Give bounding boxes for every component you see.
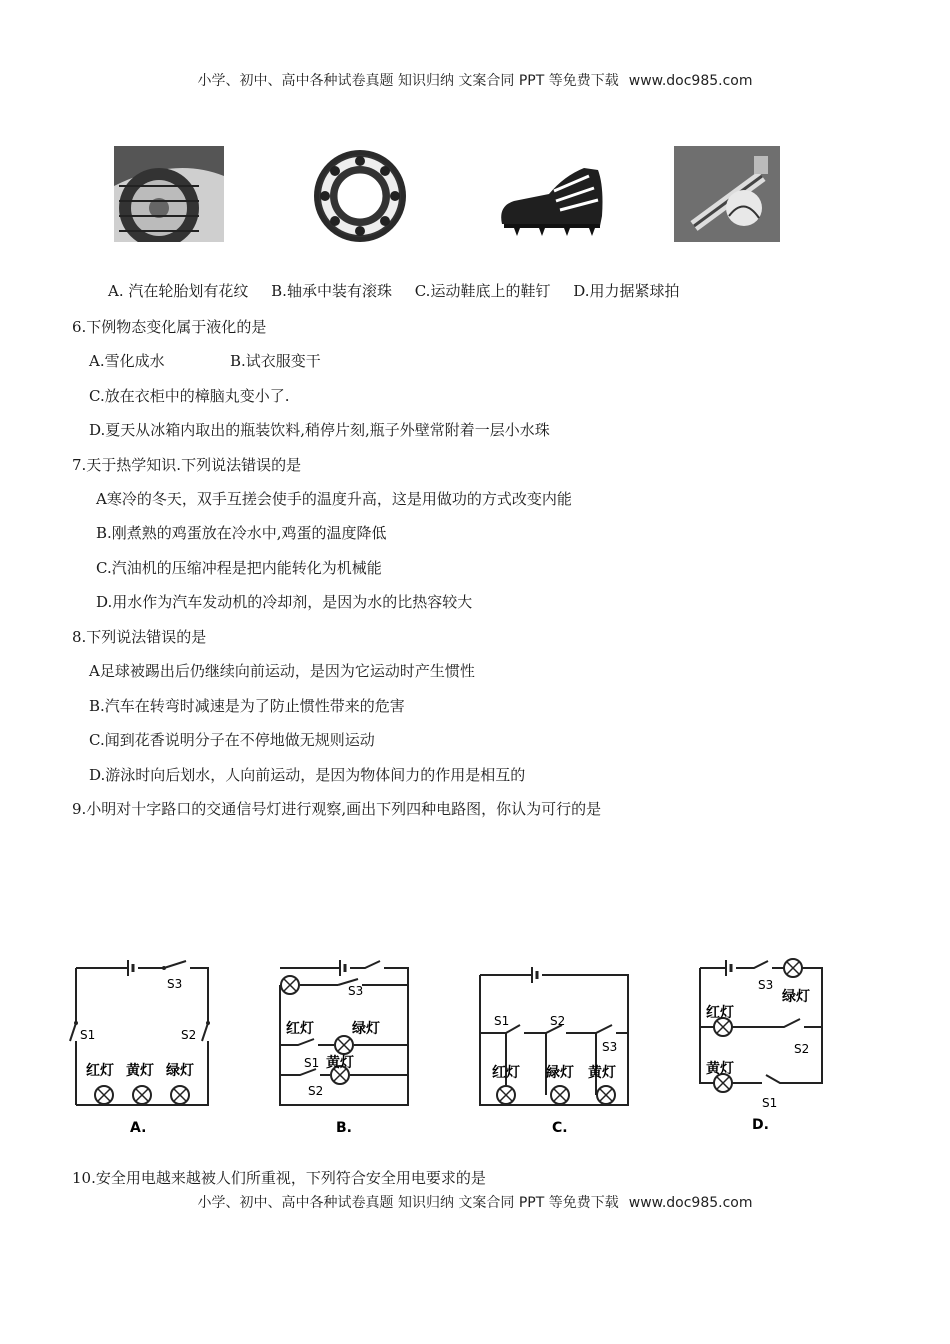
circuit-c-green: 緑灯 bbox=[546, 1065, 574, 1081]
q10-stem: 10.安全用电越来越被人们所重视，下列符合安全用电要求的是 bbox=[72, 1169, 486, 1187]
circuit-c-s3: S3 bbox=[602, 1040, 618, 1054]
q6-option-c: C.放在衣柜中的樟脑丸变小了. bbox=[89, 387, 290, 405]
circuit-d-red: 红灯 bbox=[706, 1005, 734, 1021]
circuit-a-s2: S2 bbox=[181, 1028, 197, 1042]
q6-option-a: A.雪化成水 bbox=[89, 352, 165, 370]
circuit-a-label: A. bbox=[130, 1120, 147, 1136]
circuit-b-s3: S3 bbox=[348, 984, 364, 998]
q8-option-b: B.汽车在转弯时减速是为了防止惯性带来的危害 bbox=[89, 697, 405, 715]
q7-option-b: B.刚煮熟的鸡蛋放在冷水中,鸡蛋的温度降低 bbox=[96, 524, 387, 542]
q5-pictures bbox=[0, 140, 950, 250]
circuit-d-yellow: 黄灯 bbox=[706, 1061, 734, 1077]
header-text: 小学、初中、高中各种试卷真题 知识归纳 文案合同 PPT 等免费下载 bbox=[197, 73, 619, 89]
circuit-c-label: C. bbox=[552, 1120, 568, 1136]
circuit-b bbox=[270, 955, 430, 1140]
circuit-d-s2: S2 bbox=[794, 1042, 810, 1056]
q8-stem: 8.下列说法错误的是 bbox=[72, 628, 207, 646]
q8-option-d: D.游泳时向后划水，人向前运动，是因为物体间力的作用是相互的 bbox=[89, 766, 526, 784]
circuit-b-s1: S1 bbox=[304, 1056, 320, 1070]
circuit-b-yellow: 黄灯 bbox=[326, 1055, 354, 1071]
q7-option-a: A寒冷的冬天，双手互搓会使手的温度升高，这是用做功的方式改变内能 bbox=[96, 490, 572, 508]
circuit-b-green: 绿灯 bbox=[352, 1021, 380, 1037]
q7-option-c: C.汽油机的压缩冲程是把内能转化为机械能 bbox=[96, 559, 382, 577]
footer-text: 小学、初中、高中各种试卷真题 知识归纳 文案合同 PPT 等免费下载 bbox=[197, 1195, 619, 1211]
page-footer bbox=[0, 1192, 950, 1212]
q6-stem: 6.下例物态变化属于液化的是 bbox=[72, 318, 267, 336]
circuit-b-s2: S2 bbox=[308, 1084, 324, 1098]
circuit-a-red: 红灯 bbox=[86, 1063, 114, 1079]
q6-option-b: B.试衣服变干 bbox=[230, 352, 321, 370]
racket-picture bbox=[674, 146, 780, 242]
q5-option-c: C.运动鞋底上的鞋钉 bbox=[414, 282, 551, 300]
q7-option-d: D.用水作为汽车发动机的冷却剂，是因为水的比热容较大 bbox=[96, 593, 473, 611]
page-header bbox=[0, 70, 950, 90]
q6-option-d: D.夏天从冰箱内取出的瓶装饮料,稍停片刻,瓶子外壁常附着一层小水珠 bbox=[89, 421, 550, 439]
circuit-c-red: 红灯 bbox=[492, 1065, 520, 1081]
q8-option-a: A足球被踢出后仍继续向前运动，是因为它运动时产生惯性 bbox=[89, 662, 475, 680]
circuit-c-yellow: 黄灯 bbox=[588, 1065, 616, 1081]
q7-stem: 7.天于热学知识.下列说法错误的是 bbox=[72, 456, 302, 474]
circuit-a-s3: S3 bbox=[167, 977, 183, 991]
shoe-picture bbox=[494, 146, 608, 242]
circuit-d-s3: S3 bbox=[758, 978, 774, 992]
q5-option-d: D.用力据紧球拍 bbox=[573, 282, 680, 300]
circuit-c-s1: S1 bbox=[494, 1014, 510, 1028]
circuit-b-label: B. bbox=[336, 1120, 352, 1136]
q5-option-b: B.轴承中装有滚珠 bbox=[271, 282, 392, 300]
circuit-b-red: 红灯 bbox=[286, 1021, 314, 1037]
bearing-picture bbox=[306, 146, 414, 246]
q8-option-c: C.闻到花香说明分子在不停地做无规则运动 bbox=[89, 731, 375, 749]
circuit-a bbox=[66, 955, 226, 1140]
circuit-d bbox=[690, 955, 840, 1140]
circuit-a-s1: S1 bbox=[80, 1028, 96, 1042]
circuit-c bbox=[470, 955, 640, 1140]
circuit-d-s1: S1 bbox=[762, 1096, 778, 1110]
circuit-d-label: D. bbox=[752, 1117, 769, 1133]
circuit-a-yellow: 黄灯 bbox=[126, 1063, 154, 1079]
q5-option-a: A. 汽在轮胎划有花纹 bbox=[108, 282, 249, 300]
circuit-c-s2: S2 bbox=[550, 1014, 566, 1028]
q5-options bbox=[108, 280, 698, 301]
circuit-a-green: 绿灯 bbox=[166, 1063, 194, 1079]
footer-url: www.doc985.com bbox=[628, 1195, 753, 1211]
header-url: www.doc985.com bbox=[628, 73, 753, 89]
tire-picture bbox=[114, 146, 224, 242]
q9-stem: 9.小明对十字路口的交通信号灯进行观察,画出下列四种电路图，你认为可行的是 bbox=[72, 800, 602, 818]
circuit-d-green: 绿灯 bbox=[782, 989, 810, 1005]
